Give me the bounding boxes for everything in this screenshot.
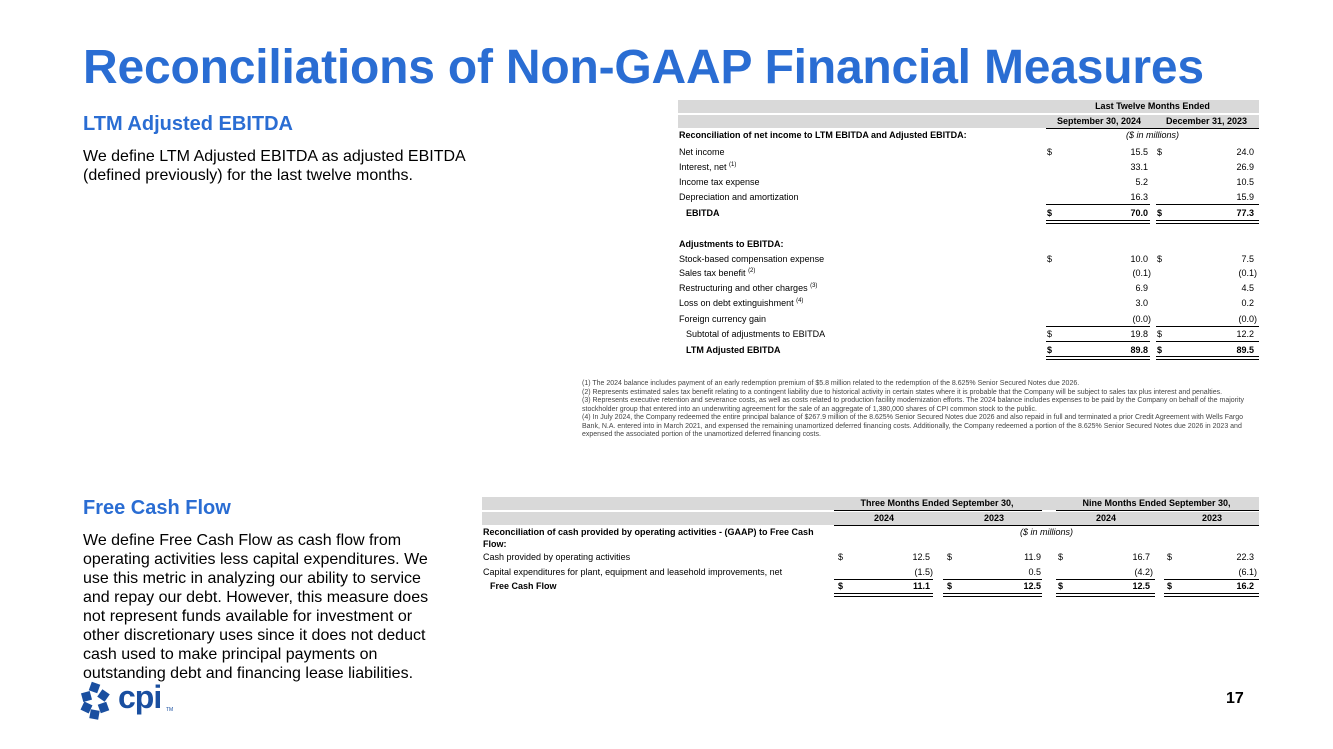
- value-2024: 15.5: [1130, 147, 1148, 157]
- value-2024: (0.1): [1132, 268, 1151, 278]
- units-label: ($ in millions): [1019, 527, 1073, 537]
- dollar-sign: $: [1058, 581, 1064, 591]
- trademark: TM: [166, 707, 174, 713]
- table-row: [678, 206, 1259, 220]
- col-header-year: 2023: [1201, 513, 1223, 523]
- row-label: EBITDA: [686, 208, 720, 218]
- dollar-sign: $: [1047, 208, 1053, 218]
- dollar-sign: $: [838, 552, 844, 562]
- footnotes: [582, 380, 1252, 440]
- col-header-year: 2023: [983, 513, 1005, 523]
- value-2023: 77.3: [1236, 208, 1254, 218]
- footnote-3: (3) Represents executive retention and severance costs, as well as costs related to production facility modernization efforts. The 2024 balance includes expenses to be paid by the Company on behalf of the majority stockholder group that entered into an underwriting agreement for the sale of an aggregate of 1,380,000 shares of CPI common stock to the public.: [582, 397, 1245, 413]
- value: 22.3: [1236, 552, 1254, 562]
- value-2024: 5.2: [1135, 177, 1148, 187]
- row-label: Subtotal of adjustments to EBITDA: [686, 329, 826, 339]
- dollar-sign: $: [1047, 254, 1053, 264]
- section-title: Reconciliation of cash provided by operating activities - (GAAP) to Free Cash Flow:: [483, 527, 814, 549]
- table-row: [678, 190, 1259, 204]
- footnote-ref: (2): [748, 268, 756, 274]
- footnote-ref: (3): [810, 283, 818, 289]
- ltm-heading: LTM Adjusted EBITDA: [83, 113, 293, 135]
- table-row: [678, 281, 1259, 295]
- dollar-sign: $: [1047, 329, 1053, 339]
- col-header-dec-2023: December 31, 2023: [1165, 116, 1248, 126]
- table-row: [482, 565, 1259, 579]
- table-row: [678, 128, 1259, 142]
- value: 0.5: [1028, 567, 1041, 577]
- value-2024: 6.9: [1135, 283, 1148, 293]
- value-2023: 26.9: [1236, 162, 1254, 172]
- value-2023: 89.5: [1236, 345, 1254, 355]
- table-row: [482, 526, 1259, 552]
- table-row: [678, 266, 1259, 280]
- value-2024: 16.3: [1130, 192, 1148, 202]
- row-label: Stock-based compensation expense: [679, 254, 825, 264]
- dollar-sign: $: [1167, 552, 1173, 562]
- value-2023: (0.1): [1238, 268, 1257, 278]
- row-label: Capital expenditures for plant, equipment and leasehold improvements, net: [483, 567, 783, 577]
- value-2024: 33.1: [1130, 162, 1148, 172]
- row-label: Interest, net: [679, 162, 727, 172]
- dollar-sign: $: [1047, 147, 1053, 157]
- value: 12.5: [912, 552, 930, 562]
- dollar-sign: $: [838, 581, 844, 591]
- value: 16.2: [1236, 581, 1254, 591]
- row-label: Foreign currency gain: [679, 314, 767, 324]
- value: 12.5: [1132, 581, 1150, 591]
- value: (6.1): [1238, 567, 1257, 577]
- logo-text: cpi: [118, 679, 162, 715]
- dollar-sign: $: [1157, 254, 1163, 264]
- value-2023: 12.2: [1236, 329, 1254, 339]
- row-label: Cash provided by operating activities: [483, 552, 631, 562]
- table-row: [678, 145, 1259, 159]
- value: 12.5: [1023, 581, 1041, 591]
- table-row: [678, 327, 1259, 341]
- footnote-2: (2) Represents estimated sales tax benefit relating to a contingent liability due to historical activity in certain states where it is probable that the Company will be subject to sales tax plus interest and penalties.: [582, 388, 1223, 396]
- row-label: Net income: [679, 147, 725, 157]
- row-label: Income tax expense: [679, 177, 760, 187]
- value-2024: 70.0: [1130, 208, 1148, 218]
- row-label: Depreciation and amortization: [679, 192, 799, 202]
- row-label: Sales tax benefit: [679, 268, 746, 278]
- table-row: [678, 312, 1259, 326]
- footnote-4: (4) In July 2024, the Company redeemed the entire principal balance of $267.9 million of the 8.625% Senior Secured Notes due 2026 and also repaid in full and terminated a prior Credit Agreement with Wells Fargo Bank, N.A. entered into in March 2021, and expensed the remaining unamortized deferred financing costs. Additionally, the Company redeemed a portion of the 8.625% Senior Secured Notes due 2026 in 2023 and expensed the associated portion of the unamortized deferred financing costs.: [582, 414, 1243, 438]
- col-header-year: 2024: [1095, 513, 1117, 523]
- section-title: Reconciliation of net income to LTM EBITDA and Adjusted EBITDA:: [679, 130, 967, 140]
- dollar-sign: $: [1157, 147, 1163, 157]
- value: (1.5): [914, 567, 933, 577]
- footnote-ref: (4): [796, 298, 804, 304]
- footnote-ref: (1): [729, 162, 737, 168]
- col-header-sep-2024: September 30, 2024: [1056, 116, 1142, 126]
- value-2023: 7.5: [1241, 254, 1254, 264]
- table-row: [678, 175, 1259, 189]
- value-2023: 15.9: [1236, 192, 1254, 202]
- dollar-sign: $: [1167, 581, 1173, 591]
- table-row: [678, 343, 1259, 357]
- dollar-sign: $: [1157, 345, 1163, 355]
- value-2024: 89.8: [1130, 345, 1148, 355]
- value-2024: 10.0: [1130, 254, 1148, 264]
- col-header-year: 2024: [873, 513, 895, 523]
- page-number: 17: [1226, 690, 1244, 707]
- dollar-sign: $: [947, 581, 953, 591]
- value-2024: 19.8: [1130, 329, 1148, 339]
- value-2023: 4.5: [1241, 283, 1254, 293]
- table-row: [482, 550, 1259, 564]
- dollar-sign: $: [1157, 329, 1163, 339]
- units-label: ($ in millions): [1125, 130, 1179, 140]
- cpi-logo: [80, 681, 180, 721]
- row-label: LTM Adjusted EBITDA: [686, 345, 781, 355]
- ltm-definition: We define LTM Adjusted EBITDA as adjusted EBITDA (defined previously) for the last twelve months.: [83, 148, 465, 184]
- value: 11.9: [1024, 552, 1041, 562]
- fcf-heading: Free Cash Flow: [83, 497, 231, 519]
- value-2024: 3.0: [1135, 298, 1148, 308]
- value: 11.1: [912, 581, 930, 591]
- row-label: Free Cash Flow: [490, 581, 557, 591]
- table-row: [678, 296, 1259, 310]
- fcf-group-nine-months: Nine Months Ended September 30,: [1082, 498, 1231, 508]
- ltm-group-header: Last Twelve Months Ended: [1095, 101, 1210, 111]
- footnote-1: (1) The 2024 balance includes payment of an early redemption premium of $5.8 million related to the redemption of the 8.625% Senior Secured Notes due 2026.: [582, 380, 1080, 387]
- value-2023: (0.0): [1238, 314, 1257, 324]
- row-label: Adjustments to EBITDA:: [679, 239, 784, 249]
- row-label: Restructuring and other charges: [679, 283, 808, 293]
- value-2023: 24.0: [1236, 147, 1254, 157]
- value-2023: 10.5: [1236, 177, 1254, 187]
- table-row: [482, 579, 1259, 593]
- dollar-sign: $: [1157, 208, 1163, 218]
- page-title: Reconciliations of Non-GAAP Financial Measures: [83, 41, 1204, 94]
- dollar-sign: $: [1058, 552, 1064, 562]
- value: 16.7: [1132, 552, 1150, 562]
- dollar-sign: $: [947, 552, 953, 562]
- table-row: [678, 160, 1259, 174]
- fcf-definition: We define Free Cash Flow as cash flow from operating activities less capital expenditures. We use this metric in analyzing our ability to service and repay our debt. However, this measure does not represent funds available for investment or other discretionary uses since it does not deduct cash used to make principal payments on outstanding debt and financing lease liabilities.: [83, 532, 429, 682]
- fcf-group-three-months: Three Months Ended September 30,: [860, 498, 1014, 508]
- table-row: [678, 237, 1259, 251]
- table-row: [678, 252, 1259, 266]
- value-2023: 0.2: [1241, 298, 1254, 308]
- row-label: Loss on debt extinguishment: [679, 298, 794, 308]
- dollar-sign: $: [1047, 345, 1053, 355]
- value: (4.2): [1134, 567, 1153, 577]
- value-2024: (0.0): [1132, 314, 1151, 324]
